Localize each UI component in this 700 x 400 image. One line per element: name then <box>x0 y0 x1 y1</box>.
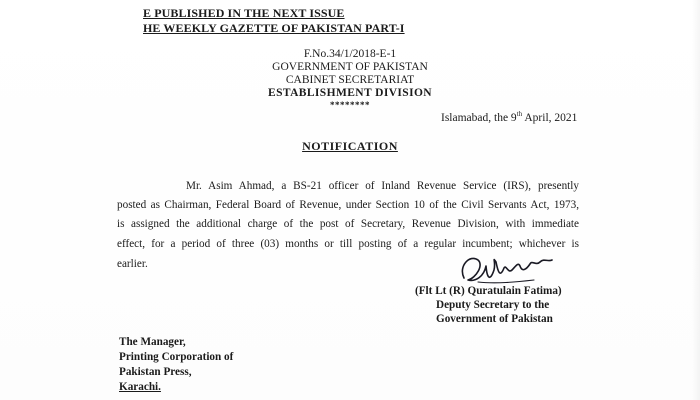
division-name: ESTABLISHMENT DIVISION <box>268 87 432 99</box>
file-number: F.No.34/1/2018-E-1 <box>303 48 397 60</box>
signatory-name: (Flt Lt (R) Quratulain Fatima) <box>415 285 562 297</box>
gazette-header-line-2: HE WEEKLY GAZETTE OF PAKISTAN PART-I <box>143 21 405 35</box>
recipient-line-1: The Manager, <box>119 336 186 348</box>
issue-date <box>441 110 577 124</box>
body-line-2: posted as Chairman, Federal Board of Revenue, under Section 10 of the Civil Servants Act, 1973, <box>117 199 579 211</box>
body-line-4: effect, for a period of three (03) months or till posting of a regular incumbent; whichever is <box>117 238 579 250</box>
page-edge-shadow <box>692 0 700 400</box>
notification-title: NOTIFICATION <box>302 139 398 153</box>
government-name: GOVERNMENT OF PAKISTAN <box>272 61 428 73</box>
body-line-3: is assigned the additional charge of the post of Secretary, Revenue Division, with immediate <box>117 218 579 230</box>
date-ordinal: th <box>516 110 523 118</box>
body-line-5: earlier. <box>117 258 148 270</box>
gazette-header-line-1: E PUBLISHED IN THE NEXT ISSUE <box>143 6 345 20</box>
signatory-title: Deputy Secretary to the <box>436 299 550 311</box>
recipient-line-3: Pakistan Press, <box>119 366 192 378</box>
date-suffix: April, 2021 <box>522 111 578 124</box>
date-prefix: Islamabad, the 9 <box>441 111 517 124</box>
separator-stars: ******** <box>330 100 370 110</box>
recipient-line-4: Karachi. <box>119 381 161 393</box>
body-line-1: Mr. Asim Ahmad, a BS-21 officer of Inland Revenue Service (IRS), presently <box>186 180 579 192</box>
secretariat-name: CABINET SECRETARIAT <box>285 74 415 86</box>
recipient-line-2: Printing Corporation of <box>119 351 234 363</box>
signatory-organisation: Government of Pakistan <box>436 313 553 325</box>
